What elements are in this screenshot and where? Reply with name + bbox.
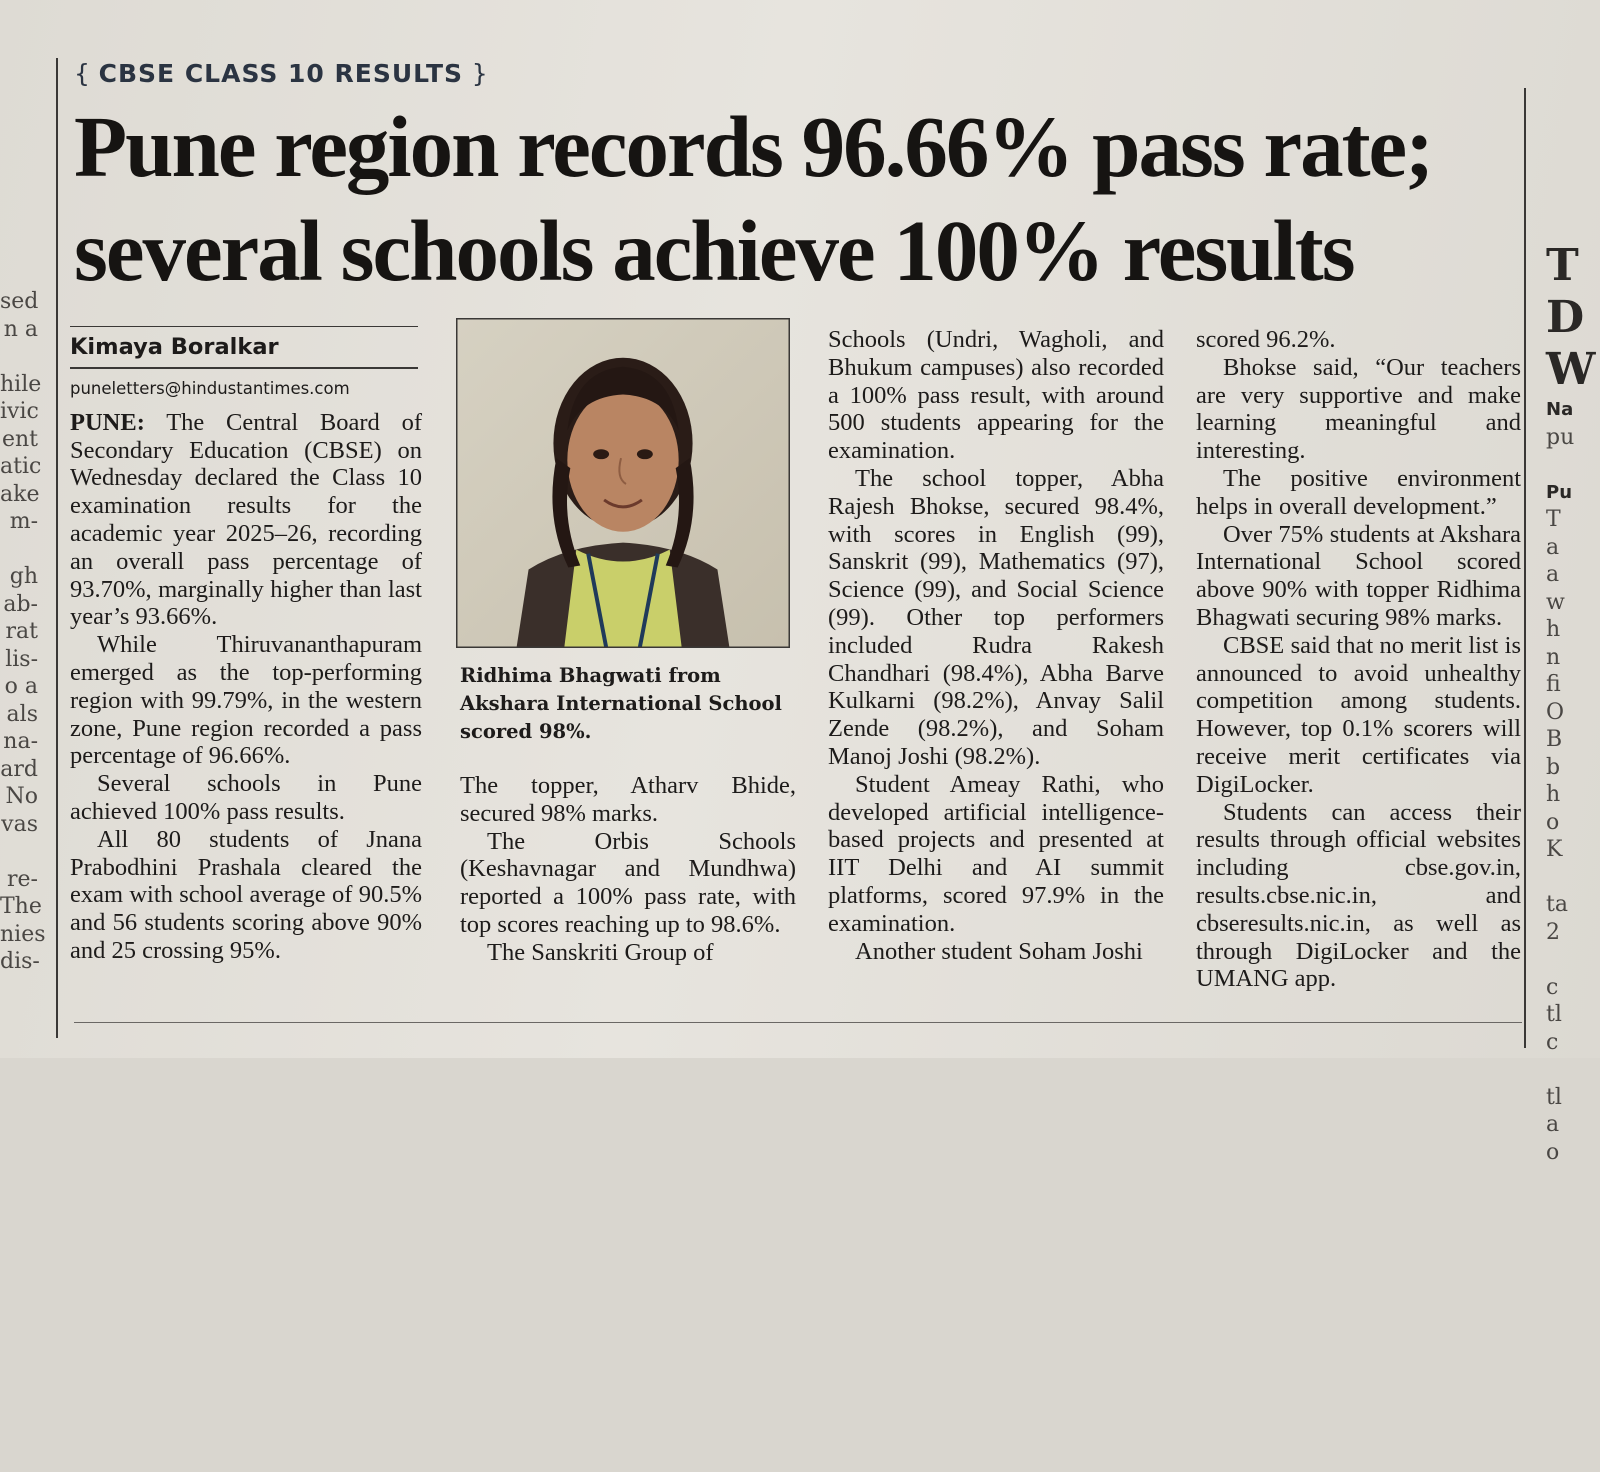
article-paragraph: PUNE: The Central Board of Secondary Education (CBSE) on Wednesday declared the Class 10 examination results for the academic year 2025–26, recording an overall pass percentage of 93.70%, marginally higher than last year’s 93.66%. (70, 408, 422, 631)
article-paragraph: Bhokse said, “Our teachers are very supportive and make learning meaningful and interesting. (1196, 353, 1521, 465)
adjacent-right-line: a (1546, 534, 1560, 560)
adjacent-left-line: ent (1, 426, 38, 452)
adjacent-right-line: h (1546, 617, 1561, 642)
adjacent-right-line: O (1546, 699, 1565, 725)
headline-line-2: several schools achieve 100% results (74, 202, 1354, 299)
adjacent-right-line (1546, 451, 1600, 479)
article-paragraph: All 80 students of Jnana Prabodhini Prashala cleared the exam with school average of 90.5% and 56 students scoring above 90% and 25 crossing 95%. (70, 825, 422, 964)
kicker-brace-close: } (471, 59, 488, 88)
adjacent-left-line: na- (3, 729, 38, 754)
byline-name: Kimaya Boralkar (70, 334, 279, 361)
adjacent-right-line: Pu (1546, 481, 1573, 503)
column-rule-left (56, 58, 58, 1038)
adjacent-left-line: vas (1, 811, 38, 837)
adjacent-right-line (1546, 864, 1600, 892)
adjacent-left-line (0, 838, 38, 866)
adjacent-right-line: D (1546, 292, 1585, 343)
adjacent-right-line (1546, 946, 1600, 974)
article-paragraph: Over 75% students at Akshara International School scored above 90% with topper Ridhima Bhagwati securing 98% marks. (1196, 520, 1521, 631)
headline-line-1: Pune region records 96.66% pass rate; (74, 98, 1433, 195)
adjacent-left-line: re- (7, 866, 38, 892)
adjacent-right-line: c (1546, 974, 1559, 1000)
adjacent-right-line: a (1546, 1112, 1560, 1137)
adjacent-right-line: T (1546, 240, 1579, 291)
article-paragraph: Several schools in Pune achieved 100% pass results. (70, 770, 422, 825)
adjacent-right-line: o (1546, 809, 1560, 835)
adjacent-left-line: dis- (0, 949, 40, 974)
headline (74, 95, 1514, 303)
caption-line-2: Akshara International School (460, 692, 782, 715)
adjacent-left-line: als (6, 701, 38, 727)
adjacent-left-line: m- (9, 509, 38, 534)
caption-line-1: Ridhima Bhagwati from (460, 664, 721, 687)
byline-email: puneletters@hindustantimes.com (70, 378, 350, 398)
adjacent-left-line: atic (0, 454, 42, 479)
adjacent-right-line: tl (1546, 1002, 1562, 1027)
article-column-2 (460, 772, 796, 1472)
byline-rule (70, 367, 418, 368)
adjacent-right-line: pu (1546, 424, 1575, 450)
adjacent-right-line: tl (1546, 1084, 1562, 1110)
adjacent-right-line: T (1546, 507, 1561, 532)
column-rule-right (1524, 88, 1526, 1048)
adjacent-left-line (0, 536, 38, 564)
adjacent-right-line: Na (1546, 399, 1574, 420)
adjacent-left-line: ake (0, 481, 40, 507)
student-portrait-image (457, 319, 789, 647)
adjacent-right-line: W (1546, 344, 1596, 395)
article-paragraph: Another student Soham Joshi (855, 937, 1143, 965)
adjacent-left-line: n a (3, 316, 38, 342)
student-photo (456, 318, 790, 648)
kicker-brace-open: { (74, 59, 90, 88)
article-paragraph: The topper, Atharv Bhide, secured 98% marks. (460, 772, 796, 827)
article-paragraph: The school topper, Abha Rajesh Bhokse, secured 98.4%, with scores in English (99), Sanskrit (99), Mathematics (97), Science (99), and Social Science (99). Other top performers included Rudra Rakesh Chandhari (98.4%), Abha Barve Kulkarni (98.2%), Anvay Salil Zende (98.2%), and Soham Manoj Joshi (98.2%). (828, 464, 1164, 770)
article-paragraph: Student Ameay Rathi, who developed artificial intelligence-based projects and presented at IIT Delhi and AI summit platforms, scored 97.9% in the examination. (828, 770, 1164, 937)
article-paragraph: Students can access their results through official websites including cbse.gov.in, results.cbse.nic.in, and cbseresults.nic.in, as well as through DigiLocker and the UMANG app. (1196, 798, 1521, 993)
article-paragraph: The Orbis Schools (Keshavnagar and Mundhwa) reported a 100% pass rate, with top scores reaching up to 98.6%. (460, 827, 796, 938)
adjacent-left-line: gh (9, 564, 38, 589)
adjacent-left-line: No (5, 784, 38, 809)
adjacent-left-line: nies (0, 921, 46, 947)
article-paragraph: CBSE said that no merit list is announced to avoid unhealthy competition among students. However, top 0.1% scorers will receive merit certificates via DigiLocker. (1196, 631, 1521, 798)
article-column-4 (1196, 326, 1521, 1026)
adjacent-right-line: K (1546, 837, 1563, 862)
caption-line-3: scored 98%. (460, 720, 592, 743)
adjacent-right-line: 2 (1546, 919, 1560, 945)
adjacent-left-line: o a (4, 674, 38, 699)
adjacent-left-line: ab- (3, 591, 38, 617)
byline-top-rule (70, 326, 418, 327)
adjacent-left-line: sed (0, 289, 39, 314)
adjacent-right-line: o (1546, 1139, 1560, 1165)
adjacent-left-line: ard (0, 756, 38, 782)
adjacent-left-line: ivic (0, 399, 39, 424)
adjacent-right-line: fi (1546, 672, 1561, 697)
adjacent-article-right (1546, 240, 1600, 1166)
adjacent-right-line: w (1546, 589, 1565, 615)
adjacent-right-line: b (1546, 754, 1561, 780)
adjacent-left-line: The (0, 894, 42, 919)
adjacent-article-left (0, 288, 46, 976)
adjacent-left-line (0, 343, 38, 371)
article-paragraph: Schools (Undri, Wagholi, and Bhukum campuses) also recorded a 100% pass result, with around 500 students appearing for the examination. (828, 326, 1164, 465)
adjacent-left-line: lis- (5, 646, 38, 672)
article-column-1 (70, 326, 422, 1026)
article-paragraph: The Sanskriti Group of (487, 938, 714, 966)
adjacent-right-line (1546, 1056, 1600, 1084)
adjacent-right-line: c (1546, 1029, 1559, 1055)
article-paragraph: scored 96.2%. (1196, 326, 1336, 353)
adjacent-right-line: h (1546, 782, 1561, 807)
photo-caption (460, 662, 796, 746)
kicker-label: CBSE CLASS 10 RESULTS (98, 59, 464, 88)
adjacent-right-line: ta (1546, 892, 1568, 917)
dateline: PUNE: (70, 408, 145, 436)
article-paragraph: While Thiruvananthapuram emerged as the top-performing region with 99.79%, in the western zone, Pune region recorded a pass percentage of 96.66%. (70, 631, 422, 770)
section-kicker (74, 54, 488, 94)
adjacent-right-line: a (1546, 562, 1560, 587)
adjacent-left-line: rat (5, 619, 38, 644)
adjacent-right-line: n (1546, 644, 1561, 670)
article-column-3 (828, 326, 1164, 1026)
adjacent-left-line: hile (0, 371, 42, 397)
article-paragraph: The positive environment helps in overall development.” (1196, 464, 1521, 520)
adjacent-right-line: B (1546, 727, 1563, 752)
